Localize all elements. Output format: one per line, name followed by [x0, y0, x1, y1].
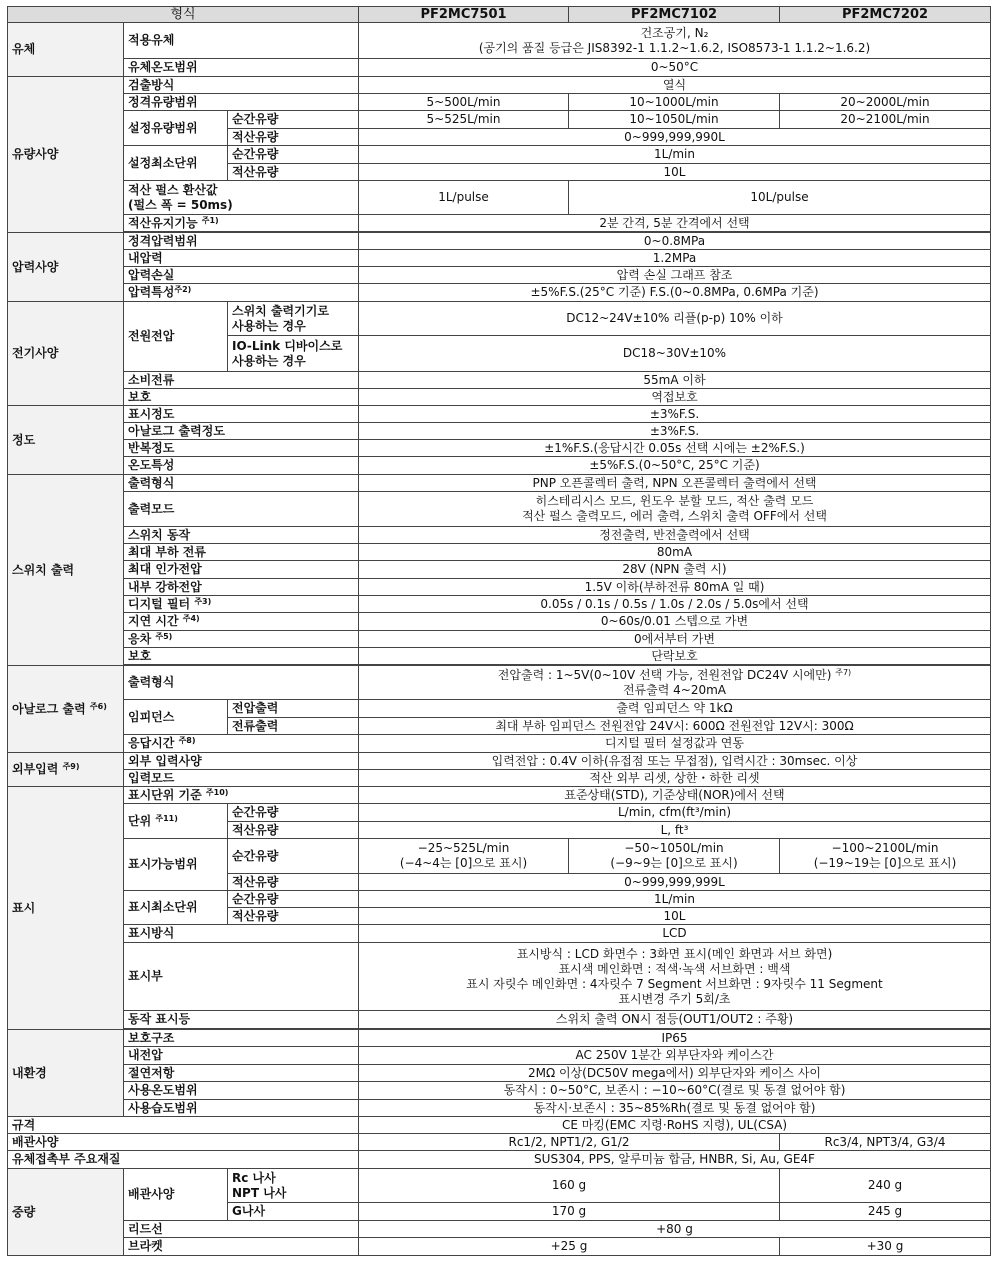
value-line: (−4~4는 [0]으로 표시)	[399, 856, 528, 870]
value-display-accuracy: ±3%F.S.	[359, 406, 991, 423]
label-text: 디지털 필터	[128, 596, 191, 611]
param-display-std	[124, 787, 359, 804]
sub-current-output: 전류출력	[228, 718, 359, 735]
value-delay-time: 0~60s/0.01 스텝으로 가변	[359, 613, 991, 631]
param-weight-piping: 배관사양	[124, 1169, 228, 1221]
param-lead-wire: 리드선	[124, 1221, 359, 1238]
param-electric-protect: 보호	[124, 389, 359, 406]
param-switch-protect: 보호	[124, 648, 359, 665]
value-bracket-3: +30 g	[780, 1238, 991, 1256]
label-text: 적산유지기능	[128, 215, 198, 230]
value-temp-char: ±5%F.S.(0~50°C, 25°C 기준)	[359, 457, 991, 475]
param-display-unit	[124, 804, 228, 839]
value-set-instant-3: 20~2100L/min	[780, 111, 991, 129]
value-fluid-temp: 0~50°C	[359, 59, 991, 77]
value-display-method: LCD	[359, 925, 991, 943]
label-line: (펄스 폭 = 50ms)	[128, 197, 233, 212]
value-analog-type	[359, 666, 991, 700]
footnote: 주5)	[155, 631, 173, 641]
label-text: 응답시간	[128, 736, 175, 750]
value-line: 표시방식 : LCD 화면수 : 3화면 표시(메인 화면과 서브 화면)	[516, 946, 833, 961]
value-lead-wire: +80 g	[359, 1221, 991, 1238]
param-output-mode: 출력모드	[124, 492, 359, 527]
group-external	[8, 753, 124, 787]
param-temp-char: 온도특성	[124, 457, 359, 475]
value-digital-filter: 0.05s / 0.1s / 0.5s / 1.0s / 2.0s / 5.0s에서 선택	[359, 596, 991, 613]
label-line: 스위치 출력기기로	[232, 303, 329, 318]
value-display-min-instant: 1L/min	[359, 891, 991, 908]
group-flow: 유량사양	[8, 77, 124, 233]
param-bracket: 브라켓	[124, 1238, 359, 1256]
value-line: 히스테리시스 모드, 윈도우 분할 모드, 적산 출력 모드	[535, 494, 814, 508]
param-hysteresis	[124, 631, 359, 648]
param-set-min-unit: 설정최소단위	[124, 146, 228, 181]
header-model-3: PF2MC7202	[780, 7, 991, 23]
value-analog-accuracy: ±3%F.S.	[359, 423, 991, 440]
param-analog-type: 출력형식	[124, 666, 359, 700]
value-switch-action: 정전출력, 반전출력에서 선택	[359, 527, 991, 544]
value-line: (공기의 품질 등급은 JIS8392-1 1.1.2~1.6.2, ISO8573-1 1.1.2~1.6.2)	[478, 40, 871, 55]
value-set-instant-1: 5~525L/min	[359, 111, 569, 129]
sub-voltage-output: 전압출력	[228, 700, 359, 718]
param-rated-pressure: 정격압력범위	[124, 233, 359, 250]
value-weight-rc-12: 160 g	[359, 1169, 780, 1203]
param-input-mode: 입력모드	[124, 770, 359, 787]
param-withstand: 내전압	[124, 1047, 359, 1065]
param-indicator-led: 동작 표시등	[124, 1011, 359, 1029]
value-electric-protect: 역접보호	[359, 389, 991, 406]
header-model-2: PF2MC7102	[569, 7, 780, 23]
value-output-mode	[359, 492, 991, 527]
param-external-spec: 외부 입력사양	[124, 753, 359, 770]
sub-instant-flow: 순간유량	[228, 839, 359, 874]
value-applicable-fluid	[359, 23, 991, 59]
param-output-type: 출력형식	[124, 475, 359, 492]
label-text: 아날로그 출력	[12, 701, 86, 716]
footnote: 주4)	[182, 614, 200, 623]
param-digital-filter	[124, 596, 359, 613]
param-analog-accuracy: 아날로그 출력정도	[124, 423, 359, 440]
label-text: 지연 시간	[128, 614, 179, 628]
footnote: 주10)	[205, 787, 229, 797]
value-min-accumulated: 10L	[359, 164, 991, 181]
value-line: 표시색 메인화면 : 적색·녹색 서브화면 : 백색	[558, 961, 791, 976]
value-line: 표시변경 주기 5회/초	[618, 991, 731, 1006]
value-range-accumulated: 0~999,999,999L	[359, 874, 991, 891]
param-repeatability: 반복정도	[124, 440, 359, 457]
value-set-instant-2: 10~1050L/min	[569, 111, 780, 129]
footnote: 주8)	[178, 736, 196, 745]
value-indicator-led: 스위치 출력 ON시 점등(OUT1/OUT2 : 주황)	[359, 1011, 991, 1029]
param-enclosure: 보호구조	[124, 1030, 359, 1047]
sub-g-thread: G나사	[228, 1203, 359, 1221]
value-display-min-accumulated: 10L	[359, 908, 991, 925]
value-enclosure: IP65	[359, 1030, 991, 1047]
param-fluid-temp: 유체온도범위	[124, 59, 359, 77]
value-operating-temp: 동작시 : 0~50°C, 보존시 : −10~60°C(결로 및 동결 없어야 함)	[359, 1082, 991, 1100]
footnote: 주2)	[174, 285, 192, 294]
value-weight-g-3: 245 g	[780, 1203, 991, 1221]
value-piping-3: Rc3/4, NPT3/4, G3/4	[780, 1134, 991, 1151]
sub-accumulated-flow: 적산유량	[228, 164, 359, 181]
label-line: IO-Link 디바이스로	[232, 338, 343, 353]
value-range-2	[569, 839, 780, 874]
header-model-1: PF2MC7501	[359, 7, 569, 23]
sub-io-link-device	[228, 336, 359, 372]
value-io-link-supply: DC18~30V±10%	[359, 336, 991, 372]
header-form: 형식	[8, 7, 359, 23]
value-max-load: 80mA	[359, 544, 991, 561]
param-set-flow-range: 설정유량범위	[124, 111, 228, 146]
param-supply-voltage: 전원전압	[124, 302, 228, 372]
param-current: 소비전류	[124, 372, 359, 389]
value-line: −50~1050L/min	[624, 841, 724, 855]
group-analog	[8, 666, 124, 753]
group-fluid: 유체	[8, 23, 124, 77]
param-display-part: 표시부	[124, 943, 359, 1011]
sub-instant-flow: 순간유량	[228, 891, 359, 908]
param-delay-time	[124, 613, 359, 631]
value-display-part	[359, 943, 991, 1011]
param-display-accuracy: 표시정도	[124, 406, 359, 423]
sub-rc-npt-thread	[228, 1169, 359, 1203]
footnote: 주9)	[62, 762, 80, 771]
sub-accumulated-flow: 적산유량	[228, 874, 359, 891]
label-text: 외부입력	[12, 762, 59, 776]
value-display-std: 표준상태(STD), 기준상태(NOR)에서 선택	[359, 787, 991, 804]
param-switch-action: 스위치 동작	[124, 527, 359, 544]
value-min-instant: 1L/min	[359, 146, 991, 164]
value-max-voltage: 28V (NPN 출력 시)	[359, 561, 991, 579]
group-accuracy: 정도	[8, 406, 124, 475]
value-line: 적산 펄스 출력모드, 에러 출력, 스위치 출력 OFF에서 선택	[522, 509, 827, 523]
value-repeatability: ±1%F.S.(응답시간 0.05s 선택 시에는 ±2%F.S.)	[359, 440, 991, 457]
value-line: (−9~9는 [0]으로 표시)	[610, 856, 738, 870]
value-external-spec: 입력전압 : 0.4V 이하(유접점 또는 무접점), 입력시간 : 30msec. 이상	[359, 753, 991, 770]
value-voltage-drop: 1.5V 이하(부하전류 80mA 일 때)	[359, 579, 991, 596]
footnote: 주1)	[201, 215, 219, 225]
label-text: 표시단위 기준	[128, 787, 202, 802]
param-display-min: 표시최소단위	[124, 891, 228, 925]
value-pressure-loss: 압력 손실 그래프 참조	[359, 267, 991, 284]
label-line: 사용하는 경우	[232, 318, 306, 333]
sub-instant-flow: 순간유량	[228, 804, 359, 822]
label-line: Rc 나사	[232, 1170, 276, 1185]
value-rated-flow-2: 10~1000L/min	[569, 94, 780, 111]
label-line: 적산 펄스 환산값	[128, 182, 218, 197]
value-current-impedance: 최대 부하 임피던스 전원전압 24V시: 600Ω 전원전압 12V시: 300Ω	[359, 718, 991, 735]
label-text: 응차	[128, 631, 152, 646]
value-bracket-12: +25 g	[359, 1238, 780, 1256]
value-set-accumulated: 0~999,999,990L	[359, 129, 991, 146]
param-proof-pressure: 내압력	[124, 250, 359, 267]
label-text: 압력특성	[128, 285, 175, 299]
value-piping-12: Rc1/2, NPT1/2, G1/2	[359, 1134, 780, 1151]
value-standard: CE 마킹(EMC 지령·RoHS 지령), UL(CSA)	[359, 1117, 991, 1134]
group-switch: 스위치 출력	[8, 475, 124, 666]
value-insulation: 2MΩ 이상(DC50V mega에서) 외부단자와 케이스 사이	[359, 1065, 991, 1082]
value-rated-flow-1: 5~500L/min	[359, 94, 569, 111]
value-output-type: PNP 오픈콜렉터 출력, NPN 오픈콜렉터 출력에서 선택	[359, 475, 991, 492]
param-applicable-fluid: 적용유체	[124, 23, 359, 59]
param-insulation: 절연저항	[124, 1065, 359, 1082]
value-pressure-char: ±5%F.S.(25°C 기준) F.S.(0~0.8MPa, 0.6MPa 기준)	[359, 284, 991, 302]
param-operating-humidity: 사용습도범위	[124, 1100, 359, 1117]
footnote: 주7)	[835, 667, 852, 677]
value-withstand: AC 250V 1분간 외부단자와 케이스간	[359, 1047, 991, 1065]
sub-accumulated-flow: 적산유량	[228, 822, 359, 839]
value-switch-protect: 단락보호	[359, 648, 991, 665]
value-hysteresis: 0에서부터 가변	[359, 631, 991, 648]
value-detection: 열식	[359, 77, 991, 94]
group-standard: 규격	[8, 1117, 359, 1134]
value-line: (−19~19는 [0]으로 표시)	[813, 856, 957, 870]
param-detection: 검출방식	[124, 77, 359, 94]
value-voltage-impedance: 출력 임피던스 약 1kΩ	[359, 700, 991, 718]
value-line: −25~525L/min	[417, 841, 510, 855]
value-operating-humidity: 동작시·보존시 : 35~85%Rh(결로 및 동결 없어야 함)	[359, 1100, 991, 1117]
label-line: NPT 나사	[232, 1185, 287, 1200]
param-response-time	[124, 735, 359, 753]
value-rated-flow-3: 20~2000L/min	[780, 94, 991, 111]
group-display: 표시	[8, 787, 124, 1030]
value-switch-supply: DC12~24V±10% 리플(p-p) 10% 이하	[359, 302, 991, 336]
value-weight-rc-3: 240 g	[780, 1169, 991, 1203]
value-current: 55mA 이하	[359, 372, 991, 389]
value-unit-accumulated: L, ft³	[359, 822, 991, 839]
value-range-1	[359, 839, 569, 874]
value-weight-g-12: 170 g	[359, 1203, 780, 1221]
label-line: 사용하는 경우	[232, 353, 306, 368]
sub-instant-flow: 순간유량	[228, 146, 359, 164]
value-unit-instant: L/min, cfm(ft³/min)	[359, 804, 991, 822]
group-piping: 배관사양	[8, 1134, 359, 1151]
param-max-load: 최대 부하 전류	[124, 544, 359, 561]
sub-accumulated-flow: 적산유량	[228, 908, 359, 925]
param-pressure-loss: 압력손실	[124, 267, 359, 284]
sub-instant-flow: 순간유량	[228, 111, 359, 129]
header-row	[8, 7, 991, 23]
value-rated-pressure: 0~0.8MPa	[359, 233, 991, 250]
param-voltage-drop: 내부 강하전압	[124, 579, 359, 596]
value-line: −100~2100L/min	[831, 841, 939, 855]
footnote: 주6)	[89, 701, 107, 711]
value-line: 전압출력 : 1~5V(0~10V 선택 가능, 전원전압 DC24V 시에만)	[497, 667, 832, 682]
sub-accumulated-flow: 적산유량	[228, 129, 359, 146]
group-electric: 전기사양	[8, 302, 124, 406]
param-impedance: 임피던스	[124, 700, 228, 735]
value-pulse-2: 10L/pulse	[569, 181, 991, 215]
param-rated-flow: 정격유량범위	[124, 94, 359, 111]
label-text: 단위	[128, 813, 152, 828]
value-acc-hold: 2분 간격, 5분 간격에서 선택	[359, 215, 991, 232]
value-response-time: 디지털 필터 설정값과 연동	[359, 735, 991, 753]
value-line: 건조공기, N₂	[640, 25, 709, 40]
group-environment: 내환경	[8, 1030, 124, 1117]
footnote: 주11)	[155, 813, 178, 823]
spec-table	[7, 6, 991, 1256]
value-pulse-1: 1L/pulse	[359, 181, 569, 215]
sub-switch-device	[228, 302, 359, 336]
param-display-method: 표시방식	[124, 925, 359, 943]
param-pressure-char	[124, 284, 359, 302]
group-weight: 중량	[8, 1169, 124, 1256]
param-max-voltage: 최대 인가전압	[124, 561, 359, 579]
footnote: 주3)	[194, 596, 212, 606]
value-proof-pressure: 1.2MPa	[359, 250, 991, 267]
param-pulse-conversion	[124, 181, 359, 215]
value-input-mode: 적산 외부 리셋, 상한・하한 리셋	[359, 770, 991, 787]
param-acc-hold	[124, 215, 359, 232]
group-pressure: 압력사양	[8, 233, 124, 302]
param-operating-temp: 사용온도범위	[124, 1082, 359, 1100]
value-range-3	[780, 839, 991, 874]
value-line: 표시 자릿수 메인화면 : 4자릿수 7 Segment 서브화면 : 9자릿수 11 Segment	[466, 976, 883, 991]
value-line: 전류출력 4~20mA	[622, 682, 727, 697]
value-wetted: SUS304, PPS, 알루미늄 합금, HNBR, Si, Au, GE4F	[359, 1151, 991, 1169]
param-display-range: 표시가능범위	[124, 839, 228, 891]
group-wetted: 유체접촉부 주요재질	[8, 1151, 359, 1169]
